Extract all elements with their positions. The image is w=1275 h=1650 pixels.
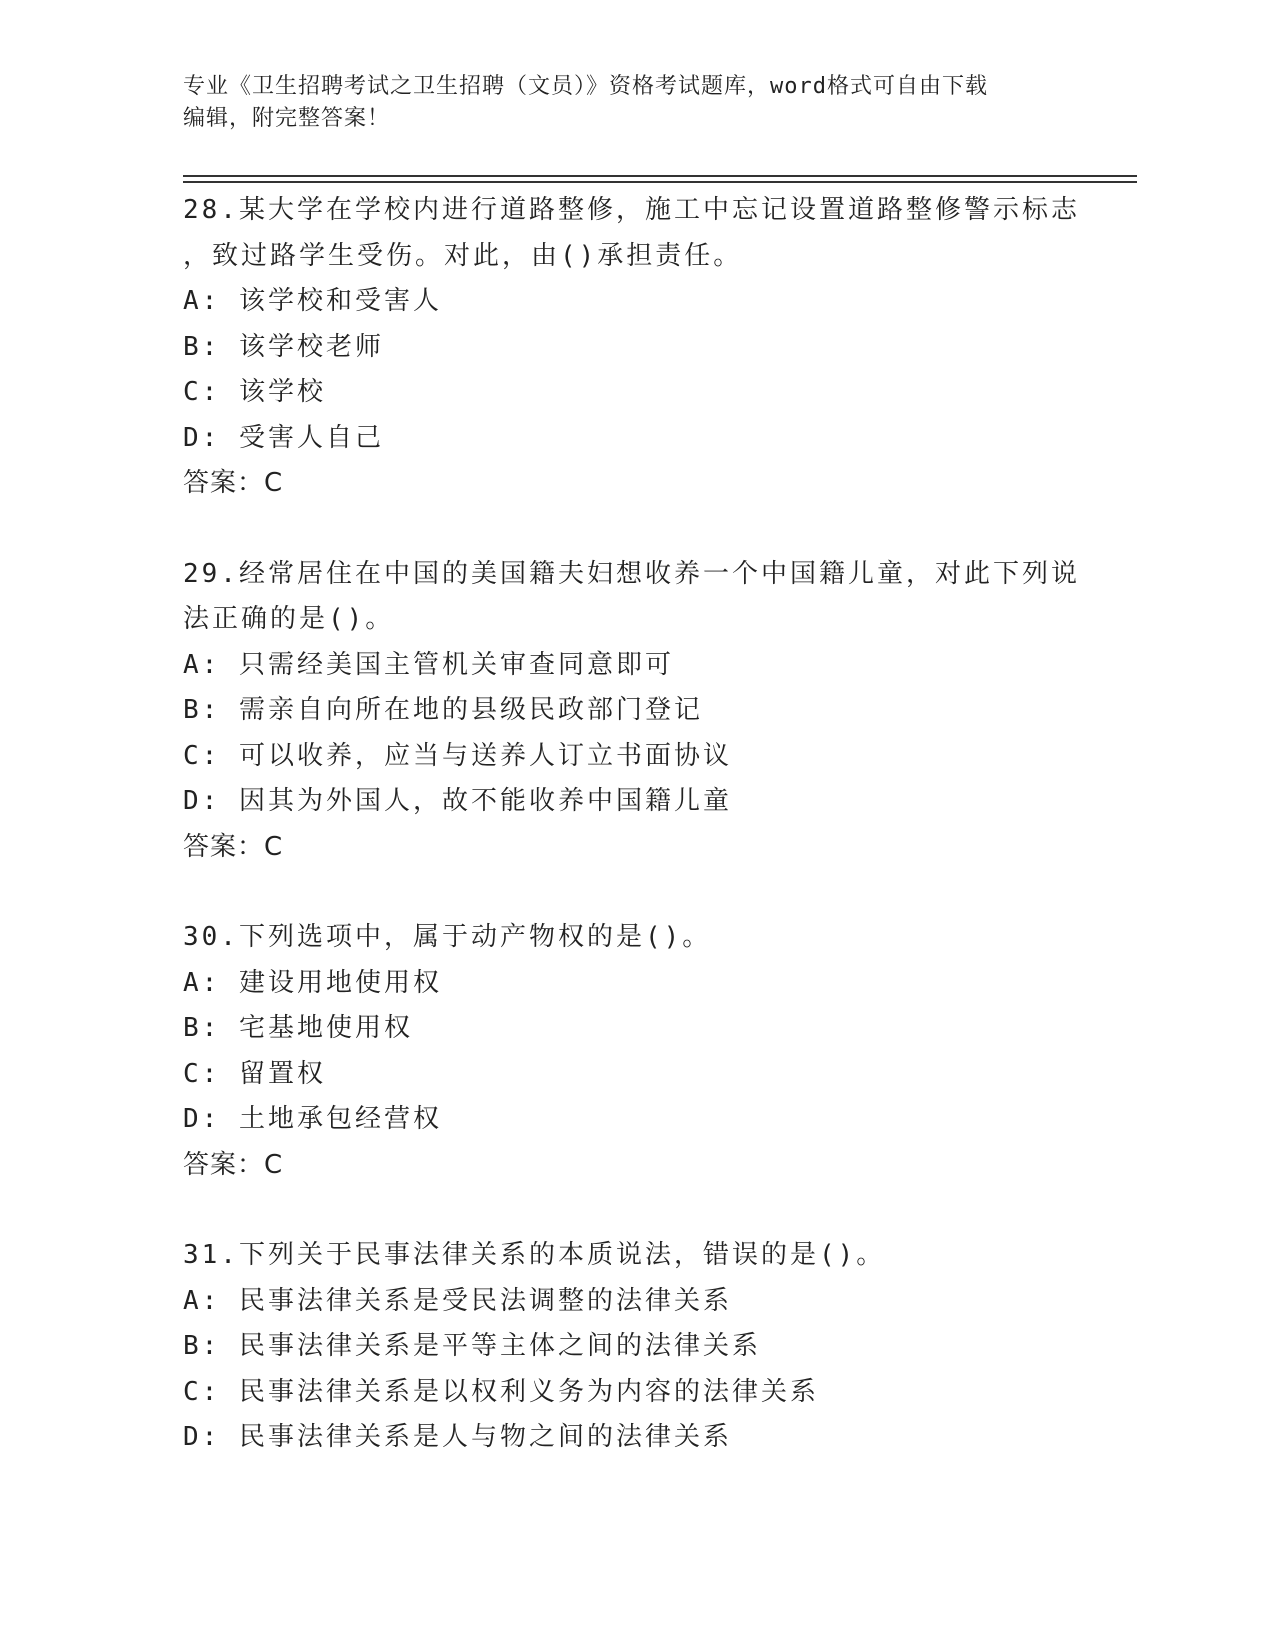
option-b: B: 需亲自向所在地的县级民政部门登记	[183, 695, 703, 725]
option-c: C: 民事法律关系是以权利义务为内容的法律关系	[183, 1376, 819, 1407]
option-b: B: 该学校老师	[183, 331, 384, 362]
option-d: D: 因其为外国人，故不能收养中国籍儿童	[183, 786, 732, 816]
answer: 答案：C	[183, 468, 284, 498]
header-divider-bottom	[183, 181, 1137, 183]
question-stem: 30.下列选项中，属于动产物权的是()。	[183, 922, 712, 952]
question-list	[183, 188, 1143, 1506]
option-a: A: 只需经美国主管机关审查同意即可	[183, 649, 674, 680]
question-stem: 28.某大学在学校内进行道路整修，施工中忘记设置道路整修警示标志	[183, 195, 1080, 225]
option-a: A: 民事法律关系是受民法调整的法律关系	[183, 1285, 732, 1316]
option-d: D: 受害人自己	[183, 422, 384, 453]
option-c: C: 可以收养，应当与送养人订立书面协议	[183, 740, 732, 771]
question-31	[183, 1233, 1143, 1461]
header-line-2: 编辑，附完整答案！	[183, 106, 391, 131]
option-d: D: 土地承包经营权	[183, 1104, 442, 1134]
document-header	[183, 71, 1083, 135]
option-b: B: 民事法律关系是平等主体之间的法律关系	[183, 1331, 761, 1361]
question-stem-continued: 法正确的是()。	[183, 604, 395, 634]
header-line-1: 专业《卫生招聘考试之卫生招聘（文员）》资格考试题库，word格式可自由下载	[183, 74, 988, 99]
option-c: C: 留置权	[183, 1058, 326, 1089]
option-d: D: 民事法律关系是人与物之间的法律关系	[183, 1422, 732, 1452]
question-stem: 31.下列关于民事法律关系的本质说法，错误的是()。	[183, 1240, 886, 1270]
option-c: C: 该学校	[183, 377, 326, 407]
question-28	[183, 188, 1143, 507]
option-b: B: 宅基地使用权	[183, 1013, 413, 1043]
question-30	[183, 915, 1143, 1188]
answer: 答案：C	[183, 1149, 284, 1180]
option-a: A: 建设用地使用权	[183, 967, 442, 998]
question-29	[183, 552, 1143, 871]
question-stem-continued: ，致过路学生受伤。对此，由()承担责任。	[183, 240, 743, 271]
answer: 答案：C	[183, 831, 284, 862]
option-a: A: 该学校和受害人	[183, 286, 442, 316]
header-divider-top	[183, 175, 1137, 177]
question-stem: 29.经常居住在中国的美国籍夫妇想收养一个中国籍儿童，对此下列说	[183, 558, 1080, 589]
